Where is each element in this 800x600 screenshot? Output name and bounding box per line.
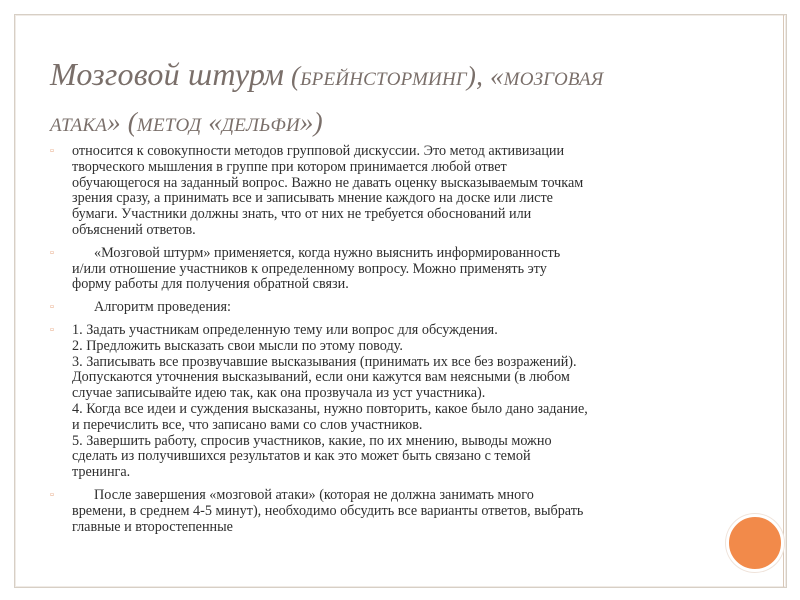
bullet-2: [48, 246, 698, 293]
title-line1-a: Мозговой штурм: [50, 56, 285, 92]
slide-title: [50, 52, 710, 144]
bullet-4-line-1: 1. Задать участникам определенную тему или вопрос для обсуждения.: [72, 321, 498, 338]
bullet-4-line-10: тренинга.: [72, 464, 131, 481]
bullet-2-line-3: форму работы для получения обратной связи.: [72, 276, 349, 293]
bullet-4-line-6: 4. Когда все идеи и суждения высказаны, нужно повторить, какое было дано задание,: [72, 400, 588, 417]
bullet-4-line-5: случае записывайте идею так, как она прозвучала из уст участника).: [72, 385, 486, 402]
slide-content: [48, 144, 698, 542]
bullet-marker-icon: ▫: [50, 145, 54, 157]
bullet-1-line-5: бумаги. Участники должны знать, что от них не требуется обоснований или: [72, 206, 532, 223]
bullet-2-line-1: «Мозговой штурм» применяется, когда нужно выяснить информированность: [94, 244, 561, 261]
orange-circle-icon: [726, 514, 784, 572]
bullet-4-line-2: 2. Предложить высказать свои мысли по этому поводу.: [72, 337, 403, 354]
bullet-marker-icon: ▫: [50, 301, 54, 314]
bullet-1: [48, 144, 698, 239]
bullet-4-line-8: 5. Завершить работу, спросив участников, какие, по их мнению, выводы можно: [72, 432, 552, 449]
bullet-1-line-4: зрения сразу, а принимать все и записывать мнение каждого на доске или листе: [72, 190, 553, 207]
bullet-5-line-2: времени, в среднем 4-5 минут), необходимо обсудить все варианты ответов, выбрать: [72, 502, 584, 519]
bullet-marker-icon: ▫: [50, 488, 54, 501]
title-line1-b: (брейнсторминг), «мозговая: [284, 61, 604, 91]
bullet-5-line-1: После завершения «мозговой атаки» (которая не должна занимать много: [94, 486, 534, 503]
bullet-2-line-2: и/или отношение участников к определенному вопросу. Можно применять эту: [72, 260, 547, 277]
bullet-4-line-4: Допускаются уточнения высказываний, если они кажутся вам неясными (в любом: [72, 369, 570, 386]
bullet-3-line-1: Алгоритм проведения:: [94, 299, 231, 316]
bullet-1-line-3: обучающегося на заданный вопрос. Важно не давать оценку высказываемым точкам: [72, 174, 584, 191]
bullet-marker-icon: ▫: [50, 246, 54, 259]
bullet-4: [48, 323, 698, 481]
slide: [14, 14, 787, 588]
bullet-5-line-3: главные и второстепенные: [72, 518, 233, 535]
bullet-marker-icon: ▫: [50, 323, 54, 336]
bullet-4-line-7: и перечислить все, что записано вами со слов участников.: [72, 416, 423, 433]
bullet-1-line-2: творческого мышления в группе при котором принимается любой ответ: [72, 158, 507, 175]
bullet-5: [48, 488, 698, 535]
bullet-1-line-1: относится к совокупности методов групповой дискуссии. Это метод активизации: [72, 143, 565, 159]
bullet-4-line-3: 3. Записывать все прозвучавшие высказывания (принимать их все без возражений).: [72, 353, 577, 370]
title-line2: атака» (метод «дельфи»): [50, 107, 323, 137]
bullet-1-line-6: объяснений ответов.: [72, 221, 196, 238]
bullet-3: [48, 300, 698, 316]
bullet-4-line-9: сделать из получившихся результатов и как это может быть связано с темой: [72, 448, 531, 465]
slide-right-rule: [783, 15, 784, 587]
